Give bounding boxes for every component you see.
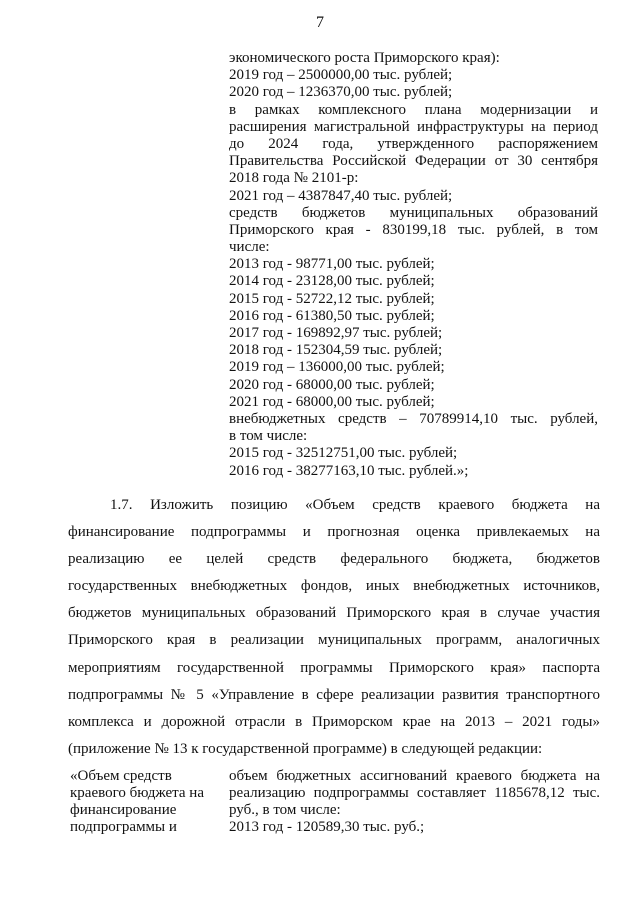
page-number: 7 [316, 14, 324, 31]
text-line: 2018 год - 152304,59 тыс. рублей; [229, 342, 443, 359]
cell-line: подпрограммы и [70, 819, 177, 835]
text-line: расширения магистральной инфраструктуры на период [229, 118, 598, 135]
text-line: 2021 год – 4387847,40 тыс. рублей; [229, 187, 453, 204]
cell-line: руб., в том числе: [229, 802, 341, 818]
text-line: 2018 года № 2101-р: [229, 170, 359, 187]
text-line: 2016 год - 61380,50 тыс. рублей; [229, 307, 435, 324]
cell-line: финансирование [70, 802, 177, 818]
paragraph-line: бюджетов муниципальных образований Приморского края в случае участия [68, 605, 600, 622]
text-line: 2021 год - 68000,00 тыс. рублей; [229, 393, 435, 410]
paragraph-line: (приложение № 13 к государственной программе) в следующей редакции: [68, 740, 543, 757]
text-line: до 2024 года, утвержденного распоряжением [229, 135, 598, 152]
funding-list-continuation [229, 50, 598, 480]
text-line: 2013 год - 98771,00 тыс. рублей; [229, 256, 435, 273]
text-line: в рамках комплексного плана модернизации и [229, 101, 598, 118]
cell-line: краевого бюджета на [70, 785, 204, 801]
text-line: Правительства Российской Федерации от 30 сентября [229, 153, 598, 170]
text-line: 2017 год - 169892,97 тыс. рублей; [229, 325, 443, 341]
paragraph-line: комплекса и дорожной отрасли в Приморском крае на 2013 – 2021 годы» [68, 713, 600, 730]
text-line: 2020 год - 68000,00 тыс. рублей; [229, 376, 435, 393]
text-line: 2019 год – 2500000,00 тыс. рублей; [229, 67, 453, 84]
paragraph-line: финансирование подпрограммы и прогнозная оценка привлекаемых на [68, 524, 600, 541]
table-right-cell [229, 768, 600, 836]
paragraph-line: Приморского края в реализации муниципальных программ, аналогичных [68, 632, 600, 649]
paragraph-line: мероприятиям государственной программы Приморского края» паспорта [68, 659, 600, 676]
cell-line: «Объем средств [70, 768, 172, 784]
cell-line: 2013 год - 120589,30 тыс. руб.; [229, 819, 425, 835]
text-line: 2016 год - 38277163,10 тыс. рублей.»; [229, 462, 469, 479]
text-line: 2015 год - 52722,12 тыс. рублей; [229, 290, 435, 307]
text-line: в том числе: [229, 428, 308, 445]
text-line: числе: [229, 239, 270, 256]
text-line: 2020 год – 1236370,00 тыс. рублей; [229, 84, 453, 101]
text-line: 2019 год – 136000,00 тыс. рублей; [229, 359, 445, 376]
cell-line: реализацию подпрограммы составляет 1185678,12 тыс. [229, 785, 600, 801]
text-line: Приморского края - 830199,18 тыс. рублей, в том [229, 221, 598, 238]
text-line: 2015 год - 32512751,00 тыс. рублей; [229, 445, 458, 462]
paragraph-line: 1.7. Изложить позицию «Объем средств краевого бюджета на [110, 497, 600, 513]
text-line: 2014 год - 23128,00 тыс. рублей; [229, 273, 435, 290]
table-left-cell [70, 768, 218, 836]
cell-line: объем бюджетных ассигнований краевого бюджета на [229, 768, 600, 784]
paragraph-line: государственных внебюджетных фондов, иных внебюджетных источников, [68, 578, 600, 595]
text-line: экономического роста Приморского края): [229, 50, 500, 66]
text-line: внебюджетных средств – 70789914,10 тыс. рублей, [229, 410, 598, 427]
paragraph-line: реализацию ее целей средств федерального бюджета, бюджетов [68, 551, 600, 568]
amendment-paragraph [68, 492, 600, 763]
text-line: средств бюджетов муниципальных образований [229, 204, 598, 221]
paragraph-line: подпрограммы № 5 «Управление в сфере реализации развития транспортного [68, 686, 600, 703]
